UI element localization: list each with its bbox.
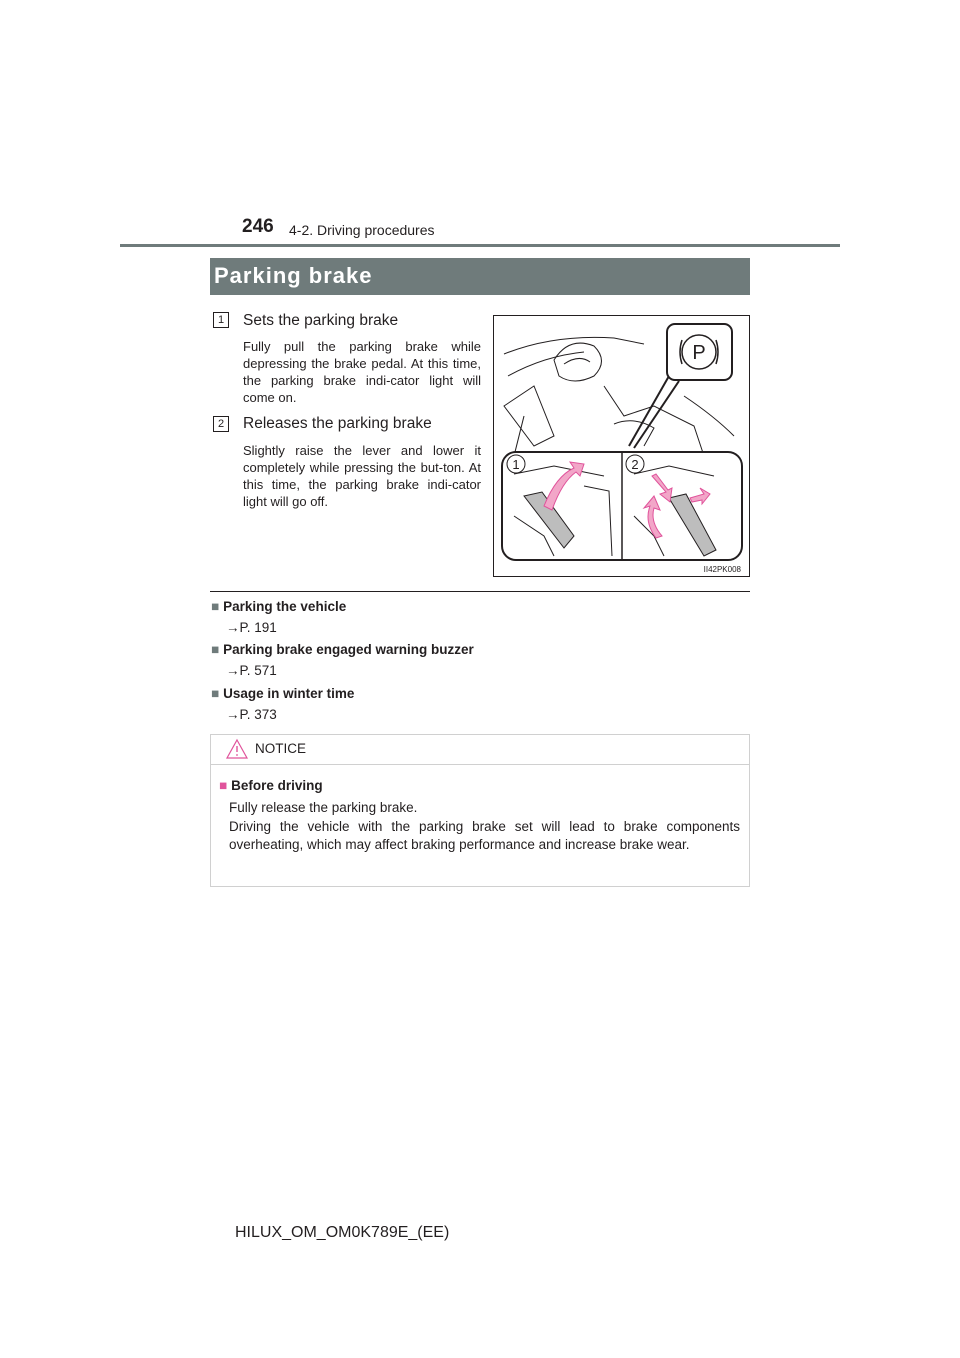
illustration-code: II42PK008 [703, 565, 741, 574]
notice-heading: ■ Before driving [219, 778, 323, 793]
notice-line-1: Fully release the parking brake. [229, 800, 418, 815]
notice-line-2: Driving the vehicle with the parking brake set will lead to brake components overheating, which may affect braking performance and increase brake wear. [229, 818, 740, 852]
parking-indicator-icon: P [692, 342, 706, 364]
note-ref-winter-time[interactable]: →P. 373 [226, 707, 277, 722]
step-number-2: 2 [213, 416, 229, 432]
page-number: 246 [242, 216, 274, 237]
step-title-1: Sets the parking brake [243, 312, 399, 329]
page-title: Parking brake [214, 263, 373, 288]
callout-1: 1 [512, 457, 520, 472]
note-ref-parking-vehicle[interactable]: →P. 191 [226, 620, 277, 635]
note-ref-warning-buzzer[interactable]: →P. 571 [226, 663, 277, 678]
warning-triangle-icon [225, 738, 249, 760]
notice-box [210, 734, 750, 887]
content-rule [210, 591, 750, 592]
title-bar [210, 258, 750, 295]
illustration-drawing [494, 316, 749, 576]
notice-body [229, 799, 740, 855]
note-heading-warning-buzzer: ■ Parking brake engaged warning buzzer [211, 642, 474, 657]
step-desc-1: Fully pull the parking brake while depressing the brake pedal. At this time, the parking brake indi-cator light will come on. [243, 339, 481, 405]
header-rule [120, 244, 840, 247]
callout-2: 2 [631, 457, 639, 472]
note-heading-parking-vehicle: ■ Parking the vehicle [211, 599, 347, 614]
section-title: 4-2. Driving procedures [289, 222, 435, 238]
step-title-2: Releases the parking brake [243, 415, 432, 432]
parking-brake-illustration [493, 315, 750, 577]
step-number-1: 1 [213, 312, 229, 328]
footer-doc-id: HILUX_OM_OM0K789E_(EE) [235, 1224, 450, 1241]
note-heading-winter-time: ■ Usage in winter time [211, 686, 355, 701]
step-desc-2: Slightly raise the lever and lower it completely while pressing the but-ton. At this time, the parking brake indi-cator light will go off. [243, 443, 481, 509]
notice-label: NOTICE [255, 741, 307, 756]
notice-separator [211, 764, 749, 765]
